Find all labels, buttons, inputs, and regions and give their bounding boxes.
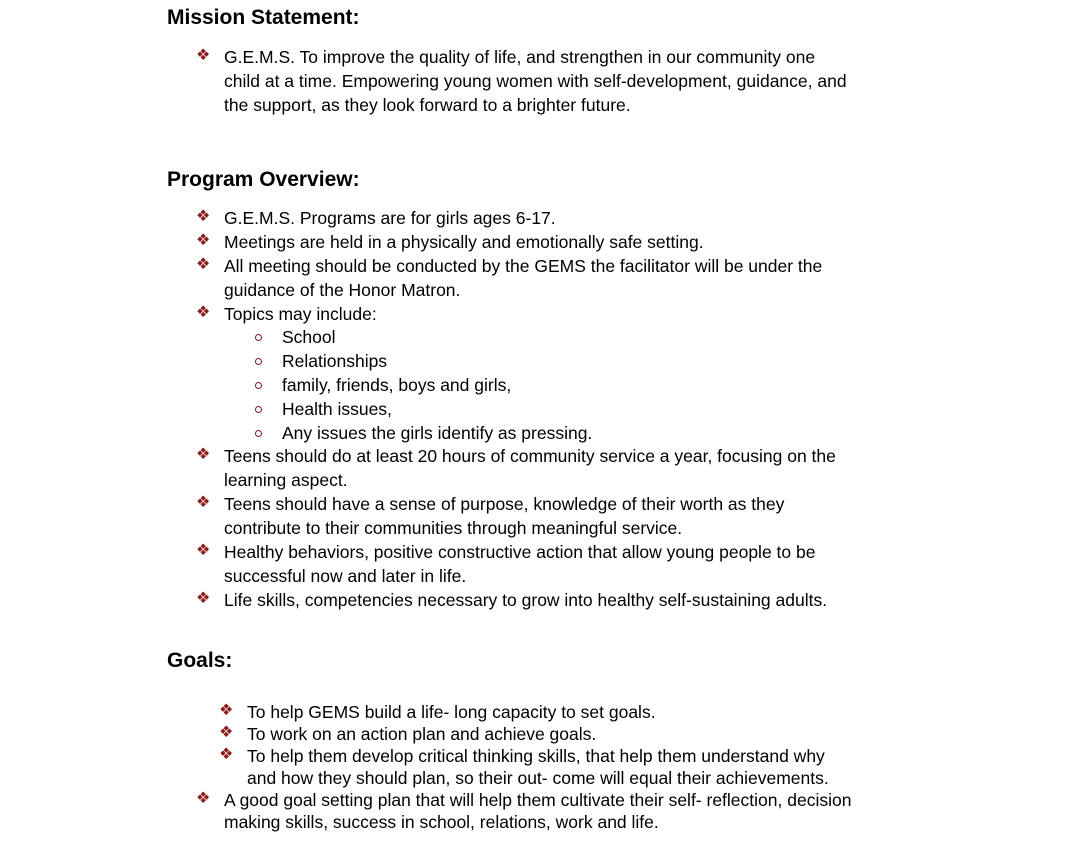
- diamond-bullet-icon: ❖: [219, 746, 234, 763]
- diamond-bullet-icon: ❖: [196, 208, 211, 225]
- overview-item: Healthy behaviors, positive constructive action that allow young people to be: [224, 542, 816, 562]
- circle-bullet-icon: [255, 334, 262, 341]
- goal-item: To work on an action plan and achieve goals.: [247, 724, 597, 744]
- mission-line: the support, as they look forward to a brighter future.: [224, 95, 631, 115]
- overview-item: Topics may include:: [224, 304, 377, 324]
- goal-item: To help them develop critical thinking skills, that help them understand why: [247, 746, 825, 766]
- goal-item-continued: and how they should plan, so their out- come will equal their achievements.: [247, 768, 829, 788]
- overview-item: All meeting should be conducted by the GEMS the facilitator will be under the: [224, 256, 823, 276]
- topic-item: School: [282, 327, 336, 347]
- overview-item-continued: successful now and later in life.: [224, 566, 467, 586]
- topic-item: family, friends, boys and girls,: [282, 375, 512, 395]
- diamond-bullet-icon: ❖: [196, 590, 211, 607]
- topic-item: Any issues the girls identify as pressing.: [282, 423, 593, 443]
- overview-item: Meetings are held in a physically and emotionally safe setting.: [224, 232, 704, 252]
- goals-heading: Goals:: [167, 649, 233, 672]
- diamond-bullet-icon: ❖: [196, 542, 211, 559]
- goal-item: To help GEMS build a life- long capacity to set goals.: [247, 702, 656, 722]
- diamond-bullet-icon: ❖: [196, 304, 211, 321]
- diamond-bullet-icon: ❖: [196, 446, 211, 463]
- overview-item: Teens should have a sense of purpose, knowledge of their worth as they: [224, 494, 785, 514]
- topic-item: Health issues,: [282, 399, 392, 419]
- diamond-bullet-icon: ❖: [219, 702, 234, 719]
- goal-item-continued: making skills, success in school, relations, work and life.: [224, 812, 659, 832]
- circle-bullet-icon: [255, 406, 262, 413]
- diamond-bullet-icon: ❖: [219, 724, 234, 741]
- circle-bullet-icon: [255, 358, 262, 365]
- topic-item: Relationships: [282, 351, 388, 371]
- circle-bullet-icon: [255, 382, 262, 389]
- circle-bullet-icon: [255, 430, 262, 437]
- overview-item-continued: contribute to their communities through meaningful service.: [224, 518, 683, 538]
- overview-item-continued: guidance of the Honor Matron.: [224, 280, 461, 300]
- diamond-bullet-icon: ❖: [196, 790, 211, 807]
- diamond-bullet-icon: ❖: [196, 47, 211, 64]
- mission-line: G.E.M.S. To improve the quality of life, and strengthen in our community one: [224, 47, 816, 67]
- mission-heading: Mission Statement:: [167, 6, 360, 29]
- overview-item: Teens should do at least 20 hours of community service a year, focusing on the: [224, 446, 836, 466]
- overview-item: Life skills, competencies necessary to grow into healthy self-sustaining adults.: [224, 590, 828, 610]
- overview-item: G.E.M.S. Programs are for girls ages 6-17.: [224, 208, 556, 228]
- diamond-bullet-icon: ❖: [196, 256, 211, 273]
- diamond-bullet-icon: ❖: [196, 232, 211, 249]
- overview-heading: Program Overview:: [167, 168, 360, 191]
- diamond-bullet-icon: ❖: [196, 494, 211, 511]
- overview-item-continued: learning aspect.: [224, 470, 348, 490]
- mission-line: child at a time. Empowering young women with self-development, guidance, and: [224, 71, 847, 91]
- goal-item: A good goal setting plan that will help them cultivate their self- reflection, decision: [224, 790, 852, 810]
